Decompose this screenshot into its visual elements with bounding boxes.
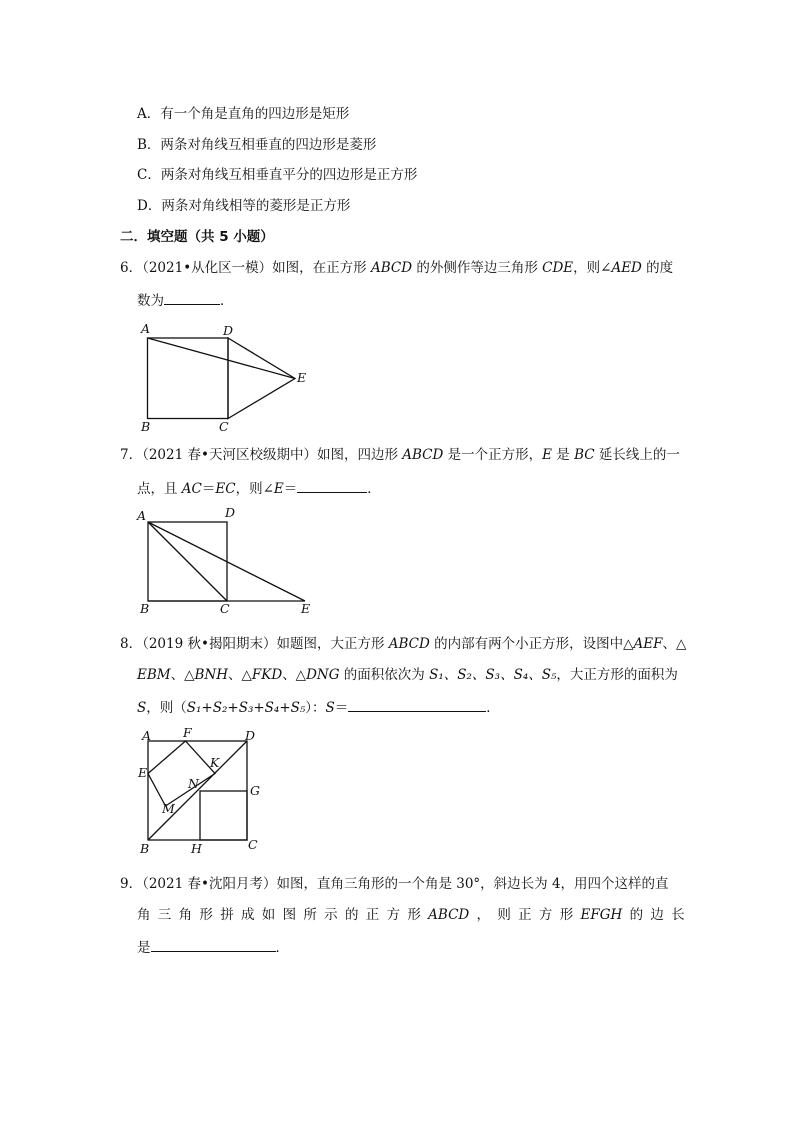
q8-label-k: K	[210, 755, 220, 770]
q8-label-e: E	[138, 765, 148, 780]
q6-label-b: B	[141, 419, 151, 434]
section-title: 二．填空题（共 5 小题）	[120, 229, 274, 245]
q8-label-d: D	[245, 728, 256, 743]
q7-label-d: D	[225, 505, 236, 520]
q9-line1: 9．（2021 春•沈阳月考）如图，直角三角形的一个角是 30°，斜边长为 4，用四个这样的直	[120, 876, 669, 892]
q8-small-square	[200, 791, 247, 840]
q8-line2: EBM、△BNH、△FKD、△DNG 的面积依次为 S₁、S₂、S₃、S₄、S₅，大正方形的面积为	[137, 667, 678, 683]
q8-label-f: F	[183, 725, 192, 740]
q8-label-g: G	[250, 783, 260, 798]
q6-label-e: E	[297, 370, 307, 385]
q8-label-b: B	[140, 841, 150, 856]
q6-line1: 6．（2021•从化区一模）如图，在正方形 ABCD 的外侧作等边三角形 CDE，则∠AED 的度	[120, 260, 674, 276]
q8-label-m: M	[162, 801, 175, 816]
q8-line1: 8．（2019 秋•揭阳期末）如题图，大正方形 ABCD 的内部有两个小正方形，设图中△AEF、△	[120, 636, 687, 652]
q6-line2: 数为 ．	[137, 290, 234, 310]
option-d: D．两条对角线相等的菱形是正方形	[137, 198, 351, 214]
option-c: C．两条对角线互相垂直平分的四边形是正方形	[137, 167, 418, 183]
q8-label-h: H	[191, 841, 202, 856]
q9-line2: 角 三 角 形 拼 成 如 图 所 示 的 正 方 形 ABCD ， 则 正 方 形 EFGH 的 边 长	[137, 907, 685, 923]
q7-line2: 点，且 AC＝EC，则∠E＝ ．	[137, 478, 381, 498]
q7-label-e: E	[301, 601, 311, 616]
q8-label-a: A	[142, 728, 152, 743]
q8-label-c: C	[248, 837, 258, 852]
q6-label-c: C	[219, 419, 229, 434]
option-a: A．有一个角是直角的四边形是矩形	[137, 106, 350, 122]
q8-label-n: N	[188, 776, 199, 791]
q6-label-a: A	[141, 321, 151, 336]
q7-label-b: B	[140, 601, 150, 616]
q7-label-a: A	[137, 508, 147, 523]
q7-line1: 7．（2021 春•天河区校级期中）如图，四边形 ABCD 是一个正方形，E 是 BC 延长线上的一	[120, 447, 680, 463]
q9-line3: 是 ．	[137, 937, 289, 957]
q7-label-c: C	[220, 601, 230, 616]
q8-line3: S，则（S₁+S₂+S₃+S₄+S₅）：S＝ ．	[137, 697, 500, 717]
q8-tilted-square	[148, 741, 215, 806]
q6-label-d: D	[223, 323, 234, 338]
q9-answer-blank[interactable]	[151, 937, 276, 952]
option-b: B．两条对角线互相垂直的四边形是菱形	[137, 137, 377, 153]
